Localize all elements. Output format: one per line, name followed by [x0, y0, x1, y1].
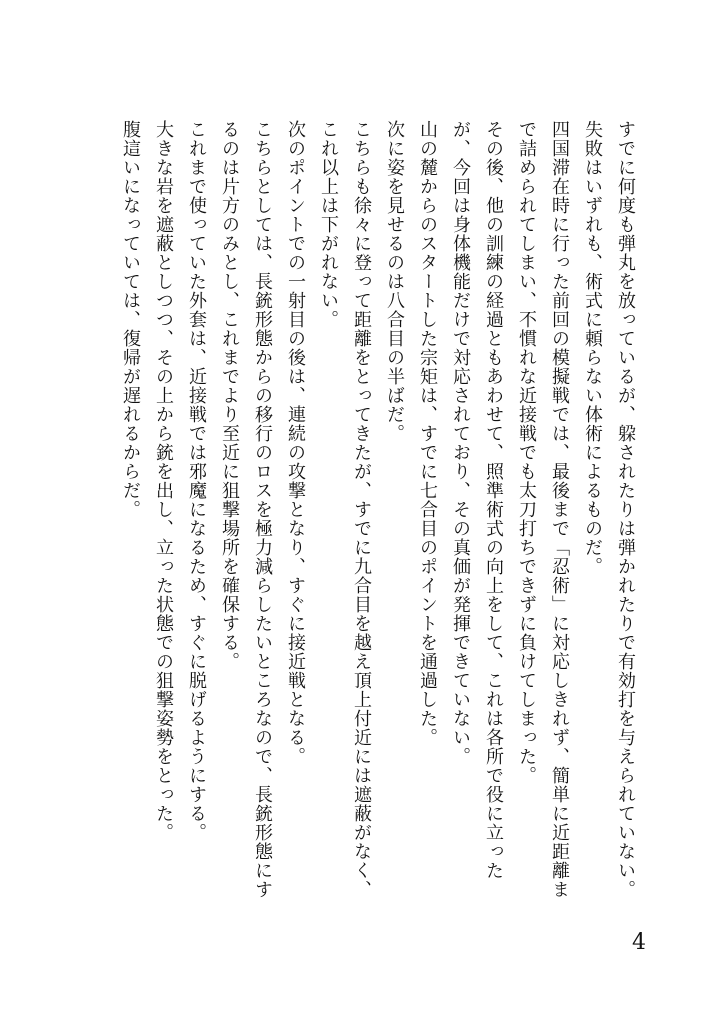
paragraph-1: すでに何度も弾丸を放っているが、躱されたりは弾かれたりで有効打を与えられていない。 — [615, 120, 636, 899]
paragraph-9: こちらとしては、長銃形態からの移行のロスを極力減らしたいところなので、長銃形態にするのは片方のみとし、これまでより至近に狙撃場所を確保する。 — [219, 120, 273, 899]
paragraph-3: 四国滞在時に行った前回の模擬戦では、最後まで「忍術」に対応しきれず、簡単に近距離まで詰められてしまい、不慣れな近接戦でも太刀打ちできずに負けてしまった。 — [516, 120, 570, 899]
paragraph-4: その後、他の訓練の経過ともあわせて、照準術式の向上をして、これは各所で役に立ったが、今回は身体機能だけで対応されており、その真価が発揮できていない。 — [450, 120, 504, 880]
page-number: 4 — [632, 930, 646, 955]
paragraph-6: 次に姿を見せるのは八合目の半ばだ。 — [384, 120, 405, 443]
paragraph-2: 失敗はいずれも、術式に頼らない体術によるものだ。 — [582, 120, 603, 576]
body-text — [114, 120, 642, 900]
paragraph-10: これまで使っていた外套は、近接戦では邪魔になるため、すぐに脱げるようにする。 — [186, 120, 207, 842]
paragraph-7: こちらも徐々に登って距離をとってきたが、すでに九合目を越え頂上付近には遮蔽がなく、これ以上は下がれない。 — [318, 120, 372, 899]
paragraph-5: 山の麓からのスタートした宗矩は、すでに七合目のポイントを通過した。 — [417, 120, 438, 747]
paragraph-12: 腹這いになっていては、復帰が遅れるからだ。 — [120, 120, 141, 519]
paragraph-8: 次のポイントでの一射目の後は、連続の攻撃となり、すぐに接近戦となる。 — [285, 120, 306, 766]
paragraph-11: 大きな岩を遮蔽としつつ、その上から銃を出し、立った状態での狙撃姿勢をとった。 — [153, 120, 174, 842]
